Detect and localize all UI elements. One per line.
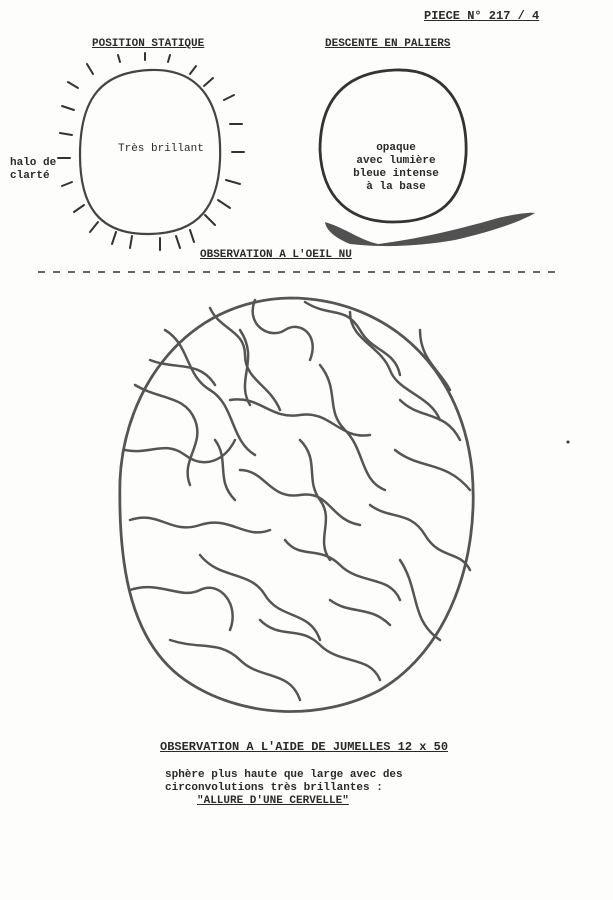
page-reference: PIECE N° 217 / 4	[424, 9, 540, 23]
description-line2: circonvolutions très brillantes :	[165, 782, 383, 794]
halo-label-line2: clarté	[10, 170, 50, 182]
descent-title: DESCENTE EN PALIERS	[325, 38, 451, 50]
naked-eye-caption: OBSERVATION A L'OEIL NU	[200, 249, 352, 261]
halo-label-line1: halo de	[10, 157, 57, 169]
opaque-line2: avec lumière	[356, 155, 436, 167]
static-position-title: POSITION STATIQUE	[92, 38, 205, 50]
bright-label: Très brillant	[118, 143, 204, 155]
ink-speck	[567, 441, 570, 444]
binoculars-caption: OBSERVATION A L'AIDE DE JUMELLES 12 x 50	[160, 740, 449, 754]
static-sphere	[80, 70, 220, 234]
brain-sphere	[120, 298, 473, 712]
opaque-line1: opaque	[376, 142, 416, 154]
halo-rays	[58, 53, 244, 250]
description-line1: sphère plus haute que large avec des	[165, 769, 403, 781]
descent-sphere	[320, 70, 466, 222]
circonvolutions	[125, 300, 470, 700]
base-light-smear	[325, 213, 535, 246]
description-line3: "ALLURE D'UNE CERVELLE"	[197, 795, 349, 807]
opaque-line3: bleue intense	[353, 168, 439, 180]
opaque-line4: à la base	[366, 181, 426, 193]
